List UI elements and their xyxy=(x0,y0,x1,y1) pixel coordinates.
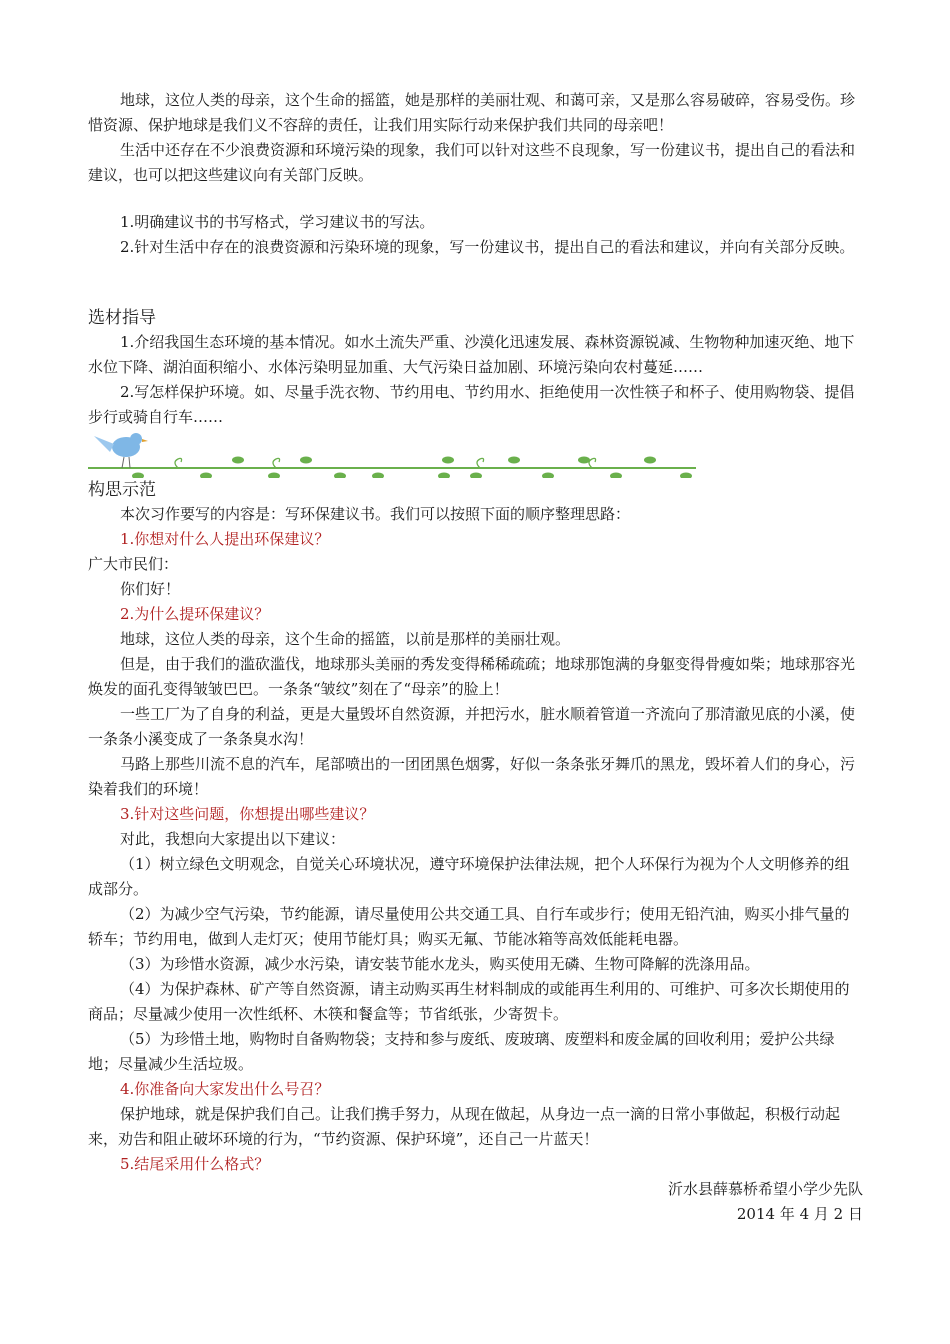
reason-2: 但是，由于我们的滥砍滥伐，地球那头美丽的秀发变得稀稀疏疏；地球那饱满的身躯变得骨瘦如柴；地球那容光焕发的面孔变得皱皱巴巴。一条条“皱纹”刻在了“母亲”的脸上！ xyxy=(88,655,856,698)
suggestion-2: （2）为减少空气污染，节约能源，请尽量使用公共交通工具、自行车或步行；使用无铅汽油，购买小排气量的轿车；节约用电，做到人走灯灭；使用节能灯具；购买无氟、节能冰箱等高效低能耗电器。 xyxy=(88,905,850,948)
model-lead: 本次习作要写的内容是：写环保建议书。我们可以按照下面的顺序整理思路： xyxy=(120,505,631,523)
call-to-action: 保护地球，就是保护我们自己。让我们携手努力，从现在做起，从身边一点一滴的日常小事做起，积极行动起来，劝告和阻止破坏环境的行为，“节约资源、保护环境”，还自己一片蓝天！ xyxy=(88,1105,841,1148)
suggestion-lead: 对此，我想向大家提出以下建议： xyxy=(120,830,346,848)
material-item-1: 1.介绍我国生态环境的基本情况。如水土流失严重、沙漠化迅速发展、森林资源锐减、生物物种加速灭绝、地下水位下降、湖泊面积缩小、水体污染明显加重、大气污染日益加剧、环境污染向农村蔓延…… xyxy=(88,333,855,376)
question-4: 4.你准备向大家发出什么号召？ xyxy=(120,1080,330,1098)
signature: 沂水县薛慕桥希望小学少先队 xyxy=(667,1180,863,1198)
reason-4: 马路上那些川流不息的汽车，尾部喷出的一团团黑色烟雾，好似一条条张牙舞爪的黑龙，毁坏着人们的身心，污染着我们的环境！ xyxy=(88,755,856,798)
goal-2: 2.针对生活中存在的浪费资源和污染环境的现象，写一份建议书，提出自己的看法和建议，并向有关部分反映。 xyxy=(120,238,855,256)
date: 2014 年 4 月 2 日 xyxy=(736,1205,863,1223)
section-title-model: 构思示范 xyxy=(88,480,156,500)
suggestion-5: （5）为珍惜土地，购物时自备购物袋；支持和参与废纸、废玻璃、废塑料和废金属的回收利用；爱护公共绿地；尽量减少生活垃圾。 xyxy=(88,1030,835,1073)
intro-paragraph-1: 地球，这位人类的母亲，这个生命的摇篮，她是那样的美丽壮观、和蔼可亲，又是那么容易破碎，容易受伤。珍惜资源、保护地球是我们义不容辞的责任，让我们用实际行动来保护我们共同的母亲吧！ xyxy=(88,91,856,134)
greeting: 你们好！ xyxy=(120,580,181,598)
suggestion-3: （3）为珍惜水资源，减少水污染，请安装节能水龙头，购买使用无磷、生物可降解的洗涤用品。 xyxy=(120,955,760,973)
suggestion-4: （4）为保护森林、矿产等自然资源，请主动购买再生材料制成的或能再生利用的、可维护、可多次长期使用的商品；尽量减少使用一次性纸杯、木筷和餐盒等；节省纸张，少寄贺卡。 xyxy=(88,980,850,1023)
intro-paragraph-2: 生活中还存在不少浪费资源和环境污染的现象，我们可以针对这些不良现象，写一份建议书，提出自己的看法和建议，也可以把这些建议向有关部门反映。 xyxy=(88,141,856,184)
goal-1: 1.明确建议书的书写格式，学习建议书的写法。 xyxy=(120,213,435,231)
reason-3: 一些工厂为了自身的利益，更是大量毁坏自然资源，并把污水，脏水顺着管道一齐流向了那清澈见底的小溪，使一条条小溪变成了一条条臭水沟！ xyxy=(88,705,856,748)
document-page xyxy=(88,88,863,1227)
question-3: 3.针对这些问题，你想提出哪些建议？ xyxy=(120,805,375,823)
material-item-2: 2.写怎样保护环境。如、尽量手洗衣物、节约用电、节约用水、拒绝使用一次性筷子和杯子、使用购物袋、提倡步行或骑自行车…… xyxy=(88,383,855,426)
reason-1: 地球，这位人类的母亲，这个生命的摇篮，以前是那样的美丽壮观。 xyxy=(120,630,571,648)
vine-divider xyxy=(88,430,698,478)
question-5: 5.结尾采用什么格式？ xyxy=(120,1155,270,1173)
vine-bird-illustration xyxy=(88,430,698,478)
question-1: 1.你想对什么人提出环保建议？ xyxy=(120,530,330,548)
section-title-material: 选材指导 xyxy=(88,308,156,328)
question-2: 2.为什么提环保建议？ xyxy=(120,605,270,623)
suggestion-1: （1）树立绿色文明观念，自觉关心环境状况，遵守环境保护法律法规，把个人环保行为视为个人文明修养的组成部分。 xyxy=(88,855,850,898)
bird-icon xyxy=(94,433,148,468)
salutation: 广大市民们： xyxy=(88,555,179,573)
